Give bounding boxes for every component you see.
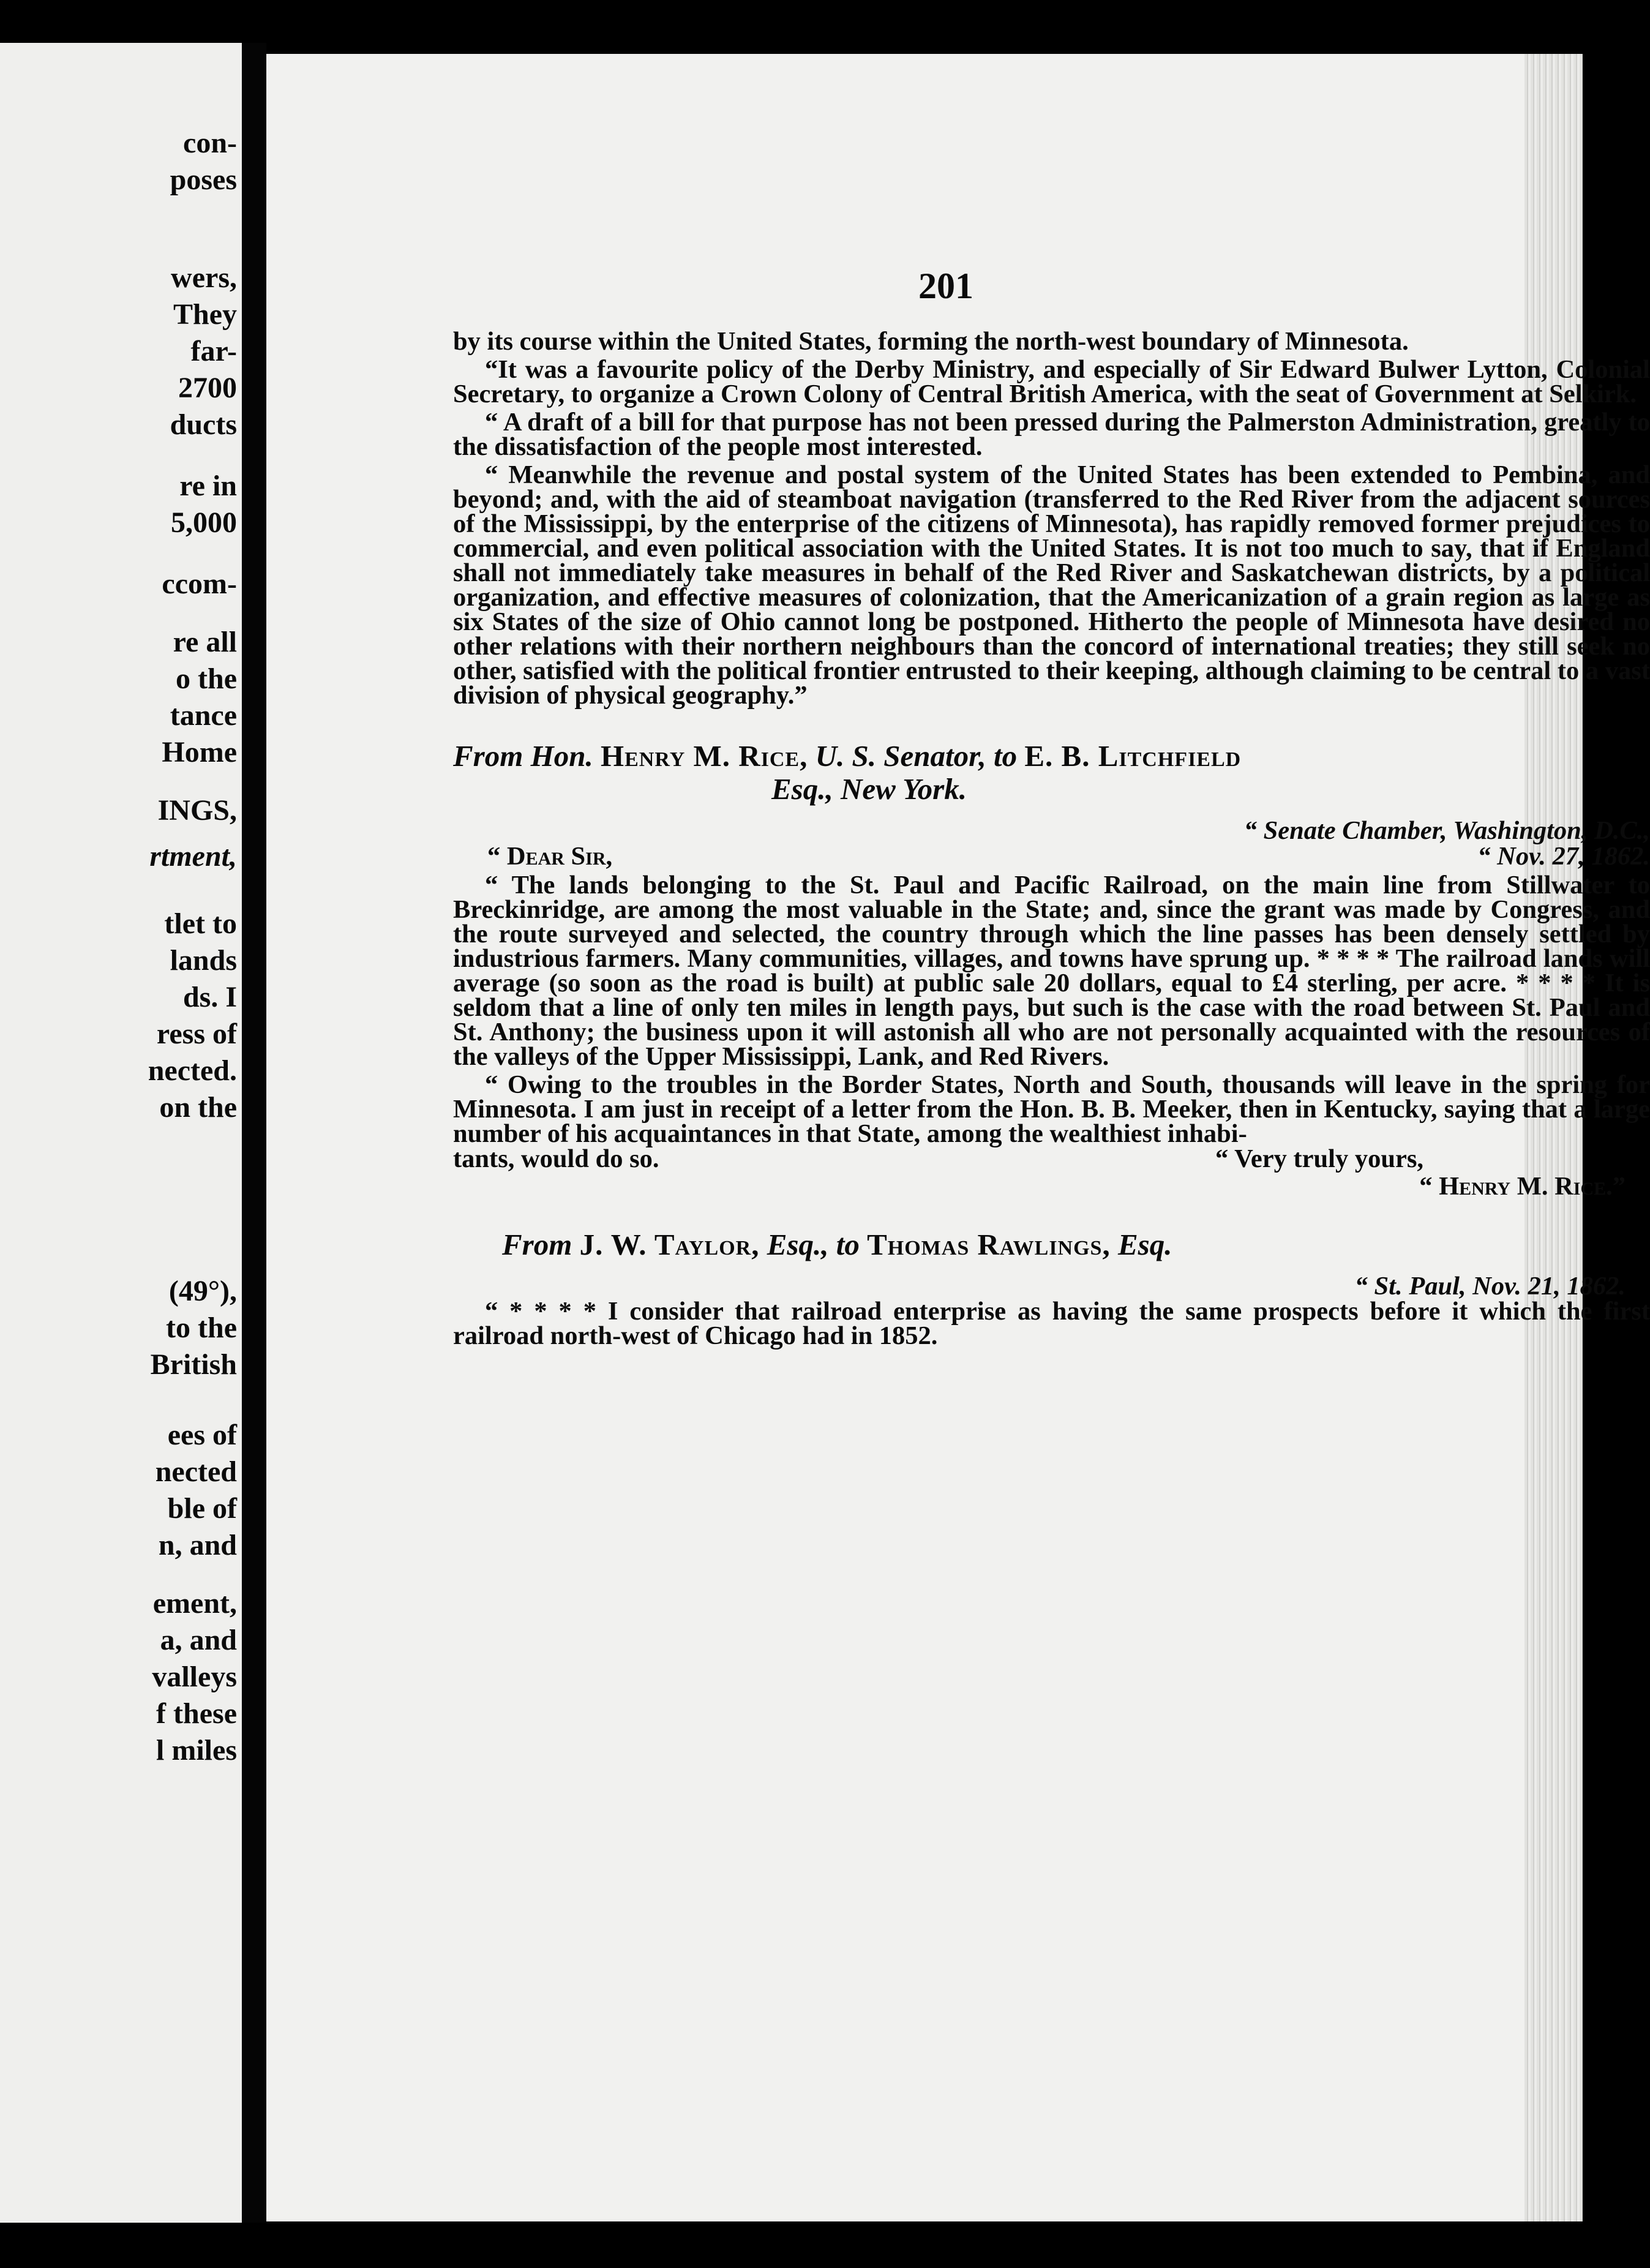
- left-page-fragment: INGS,: [157, 794, 237, 827]
- letter1-heading: [453, 740, 1650, 806]
- heading-recipient: Thomas Rawlings,: [867, 1228, 1111, 1261]
- left-page-fragment: tance: [170, 699, 237, 732]
- heading-to: to: [993, 739, 1018, 773]
- paragraph: “ Meanwhile the revenue and postal system of the United States has been extended to Pembina, and beyond; and, with the aid of steamboat navigation (transferred to the Red River from the adjacent sources of the Mississippi, by the enterprise of the citizens of Minnesota), has rapidly removed former prejudices to commercial, and even political association with the United States. It is not too much to say, that if England shall not immediately take measures in behalf of the Red River and Saskatchewan districts, by a political organization, and effective measures of colonization, that the Americanization of a grain region as large as six States of the size of Ohio cannot long be postponed. Hitherto the people of Minnesota have desired no other relations with their northern neighbours than the concord of international treaties; they still seek no other, satisfied with the political frontier entrusted to their keeping, although claiming to be central to a vast division of physical geography.”: [453, 460, 1650, 710]
- page-number: 201: [918, 266, 973, 306]
- letter2-heading: [502, 1228, 1650, 1261]
- heading-to: to: [836, 1228, 860, 1261]
- left-page-fragment: ees of: [167, 1419, 237, 1451]
- left-page-fragment: ds. I: [182, 981, 237, 1013]
- heading-recipient: E. B. Litchfield: [1024, 739, 1242, 773]
- left-page-fragment: (49°),: [168, 1275, 237, 1307]
- paragraph: “ A draft of a bill for that purpose has not been pressed during the Palmerston Administration, greatly to the dissatisfaction of the people most interested.: [453, 408, 1650, 461]
- heading-name: Henry M. Rice,: [600, 739, 808, 773]
- left-page-fragment: re all: [173, 626, 237, 658]
- left-page-fragment: 5,000: [171, 506, 237, 539]
- heading-end: Esq.: [1117, 1228, 1172, 1261]
- left-page-fragment: o the: [176, 663, 237, 695]
- left-page-fragment: ress of: [156, 1018, 237, 1050]
- letter1-salutation: “ Dear Sir,: [487, 842, 613, 871]
- left-page-fragment: lands: [170, 944, 237, 977]
- letter1-salutation-row: [453, 844, 1650, 869]
- left-page-fragment: They: [173, 298, 237, 331]
- left-page-fragment: tlet to: [164, 907, 237, 940]
- left-page-fragment: wers,: [171, 261, 237, 294]
- paragraph: “ * * * * I consider that railroad enterprise as having the same prospects before it which the first railroad north-west of Chicago had in 1852.: [453, 1297, 1650, 1350]
- left-page-fragment: valleys: [152, 1661, 237, 1693]
- left-page-fragment: on the: [159, 1091, 237, 1124]
- left-page-fragment: 2700: [178, 372, 237, 404]
- book-gutter: [242, 43, 266, 2223]
- left-page-fragment: con-: [183, 127, 237, 159]
- main-page: [266, 54, 1650, 2221]
- left-page-fragment: ducts: [170, 408, 237, 441]
- letter1-signature: “ Henry M. Rice.”: [1419, 1172, 1626, 1201]
- left-page-fragment: ble of: [167, 1492, 237, 1525]
- left-page-fragment: British: [150, 1348, 237, 1381]
- paragraph: “ Owing to the troubles in the Border States, North and South, thousands will leave in the spring for Minnesota. I am just in receipt of a letter from the Hon. B. B. Meeker, then in Kentucky, saying that a large number of his acquaintances in that State, among the wealthiest inhabi-: [453, 1070, 1650, 1148]
- left-page-fragment: ement,: [152, 1587, 237, 1620]
- heading-from: From Hon.: [453, 739, 593, 773]
- left-page-fragment: a, and: [160, 1624, 237, 1656]
- heading-from: From: [502, 1228, 572, 1261]
- left-page-fragment: far-: [190, 335, 237, 367]
- left-page-fragment: Home: [162, 736, 237, 768]
- left-page-fragment: to the: [166, 1312, 237, 1344]
- left-page-fragment: n, and: [158, 1529, 237, 1561]
- heading-line2: Esq., New York.: [771, 772, 967, 806]
- paragraph: “It was a favourite policy of the Derby Ministry, and especially of Sir Edward Bulwer Lytton, Colonial Secretary, to organize a Crown Colony of Central British America, with the seat of Government at Selkirk.: [453, 355, 1650, 408]
- letter1-dateline-place: “ Senate Chamber, Washington, D.C.,: [1243, 816, 1650, 845]
- left-page-fragment: nected: [155, 1455, 237, 1488]
- paragraph: “ The lands belonging to the St. Paul and Pacific Railroad, on the main line from Stillwater to Breckinridge, are among the most valuable in the State; and, since the grant was made by Congress, and the route surveyed and selected, the country through which the line passes has been densely settled by industrious farmers. Many communities, villages, and towns have sprung up. * * * * The railroad lands will average (so soon as the road is built) at public sale 20 dollars, equal to £4 sterling, per acre. * * * * It is seldom that a line of only ten miles in length pays, but such is the case with the road between St. Paul and St. Anthony; the business upon it will astonish all who are not personally acquainted with the resources of the valleys of the Upper Mississippi, Lank, and Red Rivers.: [453, 871, 1650, 1071]
- letter1-date: “ Nov. 27, 1862.: [1477, 842, 1650, 871]
- heading-name: J. W. Taylor,: [579, 1228, 760, 1261]
- left-page-fragment: ccom-: [162, 568, 237, 600]
- left-page-fragment: poses: [170, 163, 237, 196]
- letter1-closing: “ Very truly yours,: [1215, 1144, 1423, 1173]
- letter1-closing-row: [453, 1146, 1650, 1173]
- left-page-fragment: rtment,: [149, 840, 237, 873]
- left-page-fragment: re in: [179, 470, 237, 502]
- paragraph: by its course within the United States, forming the north-west boundary of Minnesota.: [453, 327, 1409, 356]
- letter2-dateline: “ St. Paul, Nov. 21, 1862.: [1354, 1272, 1626, 1301]
- left-page-fragment: nected.: [148, 1054, 237, 1087]
- left-page-fragment: l miles: [156, 1734, 237, 1767]
- left-page-fragment: f these: [156, 1697, 237, 1730]
- body-text: [453, 329, 1650, 1352]
- heading-title: Esq.,: [767, 1228, 829, 1261]
- letter1-closing-left: tants, would do so.: [453, 1144, 659, 1173]
- left-facing-page: [0, 43, 242, 2223]
- heading-title: U. S. Senator,: [815, 739, 986, 773]
